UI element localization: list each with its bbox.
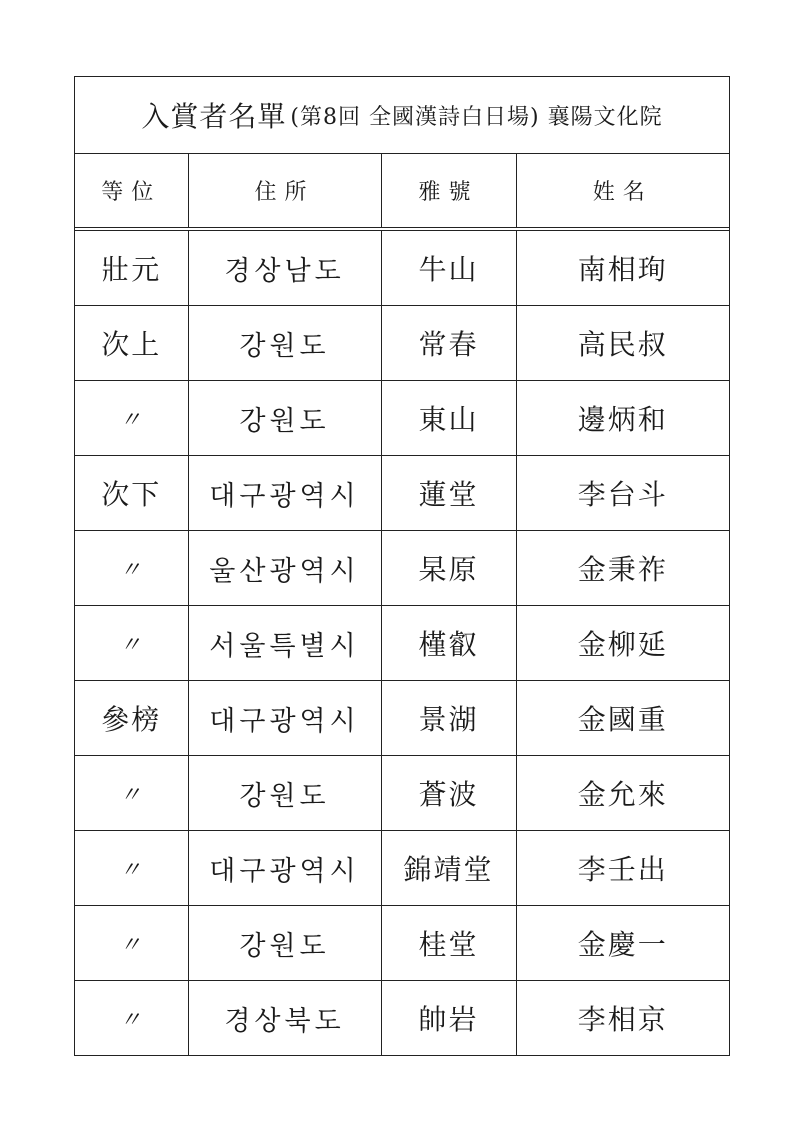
cell-name: 金柳延 (516, 606, 729, 681)
cell-rank: 參榜 (75, 681, 188, 756)
cell-rank: 〃 (75, 831, 188, 906)
table-row (75, 306, 729, 381)
cell-name: 南相珣 (516, 229, 729, 306)
cell-rank: 〃 (75, 981, 188, 1056)
table-row (75, 606, 729, 681)
title-main: 入賞者名單 (141, 100, 287, 133)
table-row (75, 229, 729, 306)
cell-rank: 次上 (75, 306, 188, 381)
cell-name: 邊炳和 (516, 381, 729, 456)
header-name: 姓名 (516, 154, 729, 229)
cell-address: 경상남도 (188, 229, 381, 306)
table-row (75, 456, 729, 531)
cell-pen-name: 常春 (381, 306, 516, 381)
cell-name: 金慶一 (516, 906, 729, 981)
cell-pen-name: 桂堂 (381, 906, 516, 981)
cell-address: 강원도 (188, 756, 381, 831)
cell-address: 강원도 (188, 906, 381, 981)
table-row (75, 981, 729, 1056)
table-body (75, 229, 729, 1055)
cell-name: 金秉祚 (516, 531, 729, 606)
cell-address: 대구광역시 (188, 831, 381, 906)
cell-name: 李台斗 (516, 456, 729, 531)
table-row (75, 381, 729, 456)
award-list-sheet (74, 76, 730, 1056)
header-rank: 等位 (75, 154, 188, 229)
cell-name: 李相京 (577, 1003, 668, 1036)
cell-rank: 次下 (75, 456, 188, 531)
cell-rank: 〃 (75, 381, 188, 456)
cell-pen-name: 帥岩 (381, 981, 516, 1056)
header-address: 住所 (188, 154, 381, 229)
cell-pen-name: 錦靖堂 (381, 831, 516, 906)
winners-table (75, 154, 729, 1055)
cell-rank: 〃 (75, 606, 188, 681)
cell-name: 金國重 (516, 681, 729, 756)
cell-rank: 〃 (75, 531, 188, 606)
cell-pen-name: 蒼波 (381, 756, 516, 831)
cell-name: 李壬出 (516, 831, 729, 906)
cell-pen-name: 東山 (381, 381, 516, 456)
cell-address: 서울특별시 (188, 606, 381, 681)
cell-rank: 壯元 (75, 229, 188, 306)
cell-address: 강원도 (188, 306, 381, 381)
table-row (75, 531, 729, 606)
title-sub: (第8回 全國漢詩白日場) 襄陽文化院 (290, 104, 663, 130)
cell-rank: 〃 (75, 906, 188, 981)
cell-address: 울산광역시 (188, 531, 381, 606)
cell-pen-name: 景湖 (381, 681, 516, 756)
cell-pen-name: 槿叡 (381, 606, 516, 681)
cell-pen-name: 杲原 (381, 531, 516, 606)
cell-pen-name: 牛山 (381, 229, 516, 306)
header-pen-name: 雅號 (381, 154, 516, 229)
table-row (75, 756, 729, 831)
table-row (75, 906, 729, 981)
cell-address: 대구광역시 (188, 681, 381, 756)
table-row (75, 831, 729, 906)
cell-name: 金允來 (516, 756, 729, 831)
cell-address: 대구광역시 (188, 456, 381, 531)
cell-address: 경상북도 (188, 981, 381, 1056)
cell-pen-name: 蓮堂 (381, 456, 516, 531)
document-title (75, 77, 729, 154)
cell-name: 高民叔 (516, 306, 729, 381)
cell-address: 강원도 (188, 381, 381, 456)
table-row (75, 681, 729, 756)
cell-rank: 〃 (75, 756, 188, 831)
header-row (75, 154, 729, 229)
